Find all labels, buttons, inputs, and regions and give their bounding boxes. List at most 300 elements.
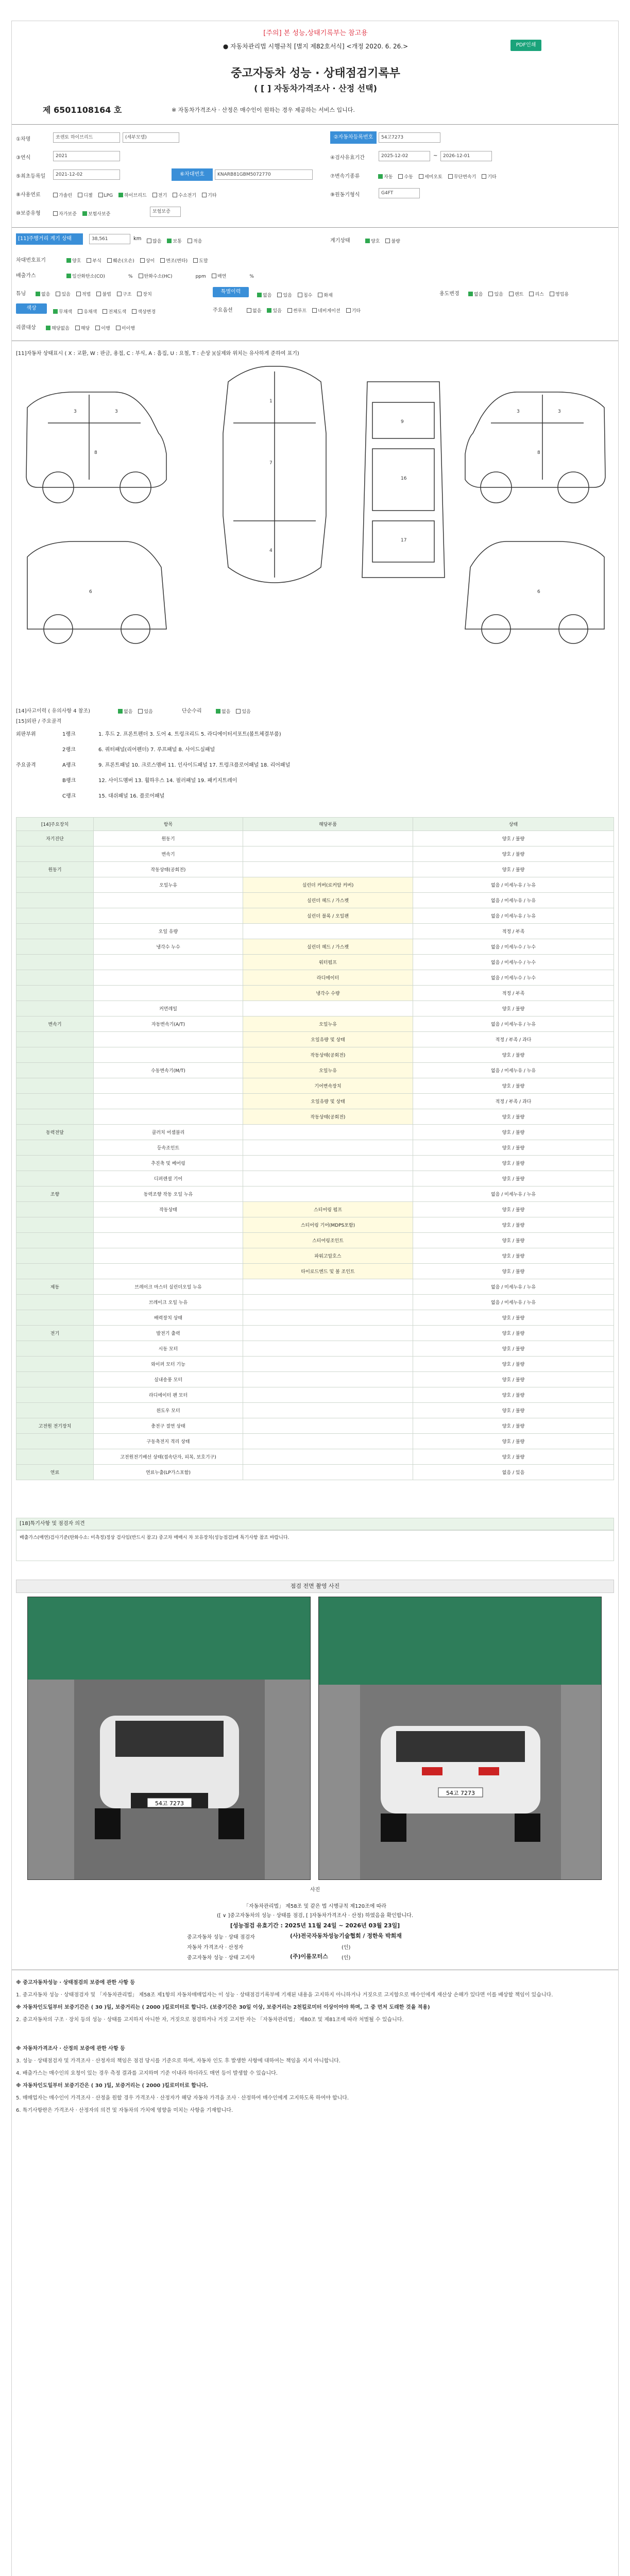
row-status[interactable]: 없음 / 미세누유 / 누유 [413,1187,614,1202]
row-status[interactable]: 양호 / 불량 [413,1326,614,1341]
row-part [243,1372,413,1387]
col-header-status: 상태 [413,818,614,831]
reg-no-label: ②자동차등록번호 [330,131,377,144]
row-category [16,1387,94,1403]
table-row [16,1140,614,1156]
row-category [16,1171,94,1187]
first-reg-label: ⑤최초등록일 [16,174,46,179]
row-part [243,1341,413,1357]
row-part: 오일누유 [243,1016,413,1032]
page-title: 중고자동차 성능 · 상태점검기록부 [231,67,400,80]
options-options: 없음 있음 썬루프 네비게이션 기타 [244,304,361,314]
pdf-print-button[interactable]: PDF인쇄 [510,40,541,51]
row-status[interactable]: 적정 / 부족 [413,986,614,1001]
table-row [16,924,614,939]
appraiser-sign: (인) [342,1945,351,1951]
row-status[interactable]: 양호 / 불량 [413,1248,614,1264]
row-part [243,1279,413,1295]
row-status[interactable]: 양호 / 불량 [413,862,614,877]
row-category [16,908,94,924]
row-status[interactable]: 없음 / 미세누유 / 누유 [413,1063,614,1078]
table-row [16,1233,614,1248]
table-row [16,1001,614,1016]
gear-label: ⑦변속기종류 [330,174,360,179]
row-category [16,970,94,986]
row-category [16,1109,94,1125]
mileage-options: 많음 보통 적음 [144,235,202,245]
row-status[interactable]: 양호 / 불량 [413,1434,614,1449]
inspection-sheet: [주의] 본 성능,상태기록부는 참고용 ● 자동차관리법 시행규칙 [별지 제82호서식] <개정 2020. 6. 26.> PDF인쇄 중고자동차 성능 · 상태점검기록부 ( [ ] 자동차가격조사 · 산정 선택) 제 6501108164 호 ※ 자동차가격조사 · 산정은 매수인이 원하는 경우 제공하는 서비스 입니다. ①차명 쏘렌토 하이브리드 (세부모델) ②자동차등록번호 54고7273 ③연식 2021 ④검사유효기간 2025-12-02 ~ 2026-12-01 ⑤최초등록일 2021-12-02 ⑥차대번호 KNARB81GBM5072770 ⑦변속기종류 자동 수동 세미오토 무단변속기 기타 ⑧사용연료 가솔린 디젤 LPG 하이브리드 전기 수소전기 기타 ⑨원동기형식 G4FT ⑩보증유형 자가보증 보험사보증 보험보증 [11]주행거리 계기 상태 38,561 km 많음 보통 적음 계기상태 양호 불량 차대번호표기 양호 부식 훼손(오손) 상이 변조(변타) 도말 배출가스 일산화탄소(CO) % 탄화수소(HC) ppm 매연 % 튜닝 없음 있음 적법 불법 구조 장치 특별이력 없음 있음 침수 화재 용도변경 없음 있음 렌트 리스 영업용 색상 무채색 유채색 전체도색 색상변경 주요옵션 없음 있음 썬루프 네비게이션 기타 리콜대상 해당없음 해당 이행 미이행 [11]자동차 상태표시 ( X : 교환, W : 판금, 용접, C : 부식, A : 흠집, U : 요철, T : 손상 )(실제와 위치는 유사하게 준하여 표기) 3 3 8 1 7 4 9 16 17 3 3 8 6 6 [14]사고이력 ( 유의사항 4 참조) 없음 있음 단순수리 없음 있음 [15]외판 / 주요골격 외판부위 1랭크 1. 후드 2. 프론트펜더 3. 도어 4. 트렁크리드 5. 라디에이터서포트(볼트체결부품) 2랭크 6. 쿼터패널(리어펜더) 7. 루프패널 8. 사이드실패널 주요골격 A랭크 9. 프론트패널 10. 크로스멤버 11. 인사이드패널 17. 트렁크플로어패널 18. 리어패널 B랭크 12. 사이드멤버 13. 휠하우스 14. 필러패널 19. 패키지트레이 C랭크 15. 대쉬패널 16. 플로어패널 [14]주요장치 항목 해당부품 상태 자기진단 원동기 양호 / 불량 변속기 양호 / 불량 원동기 작동상태(공회전) 양호 / 불량 오일누유 실린더 커버(로커암 커버) 없음 / 미세누유 / 누유 실린더 헤드 / 가스켓 없음 / 미세누유 / 누유 실린더 블록 / 오일팬 없음 / 미세누유 / 누유 오일 유량 적정 / 부족 냉각수 누수 실린더 헤드 / 가스켓 없음 / 미세누수 / 누수 워터펌프 없음 / 미세누수 / 누수 라디에이터 없음 / 미세누수 / 누수 냉각수 수량 적정 / 부족 커먼레일 양호 / 불량 변속기 자동변속기(A/T) 오일누유 없음 / 미세누유 / 누유 오일유량 및 상태 적정 / 부족 / 과다 작동상태(공회전) 양호 / 불량 수동변속기(M/T) 오일누유 없음 / 미세누유 / 누유 기어변속장치 양호 / 불량 오일유량 및 상태 적정 / 부족 / 과다 작동상태(공회전) 양호 / 불량 동력전달 클러치 어셈블리 양호 / 불량 등속조인트 양호 / 불량 추진축 및 베어링 양호 / 불량 디퍼렌셜 기어 양호 / 불량 조향 동력조향 작동 오일 누유 없음 / 미세누유 / 누유 작동상태 스티어링 펌프 양호 / 불량 스티어링 기어(MDPS포함) 양호 / 불량 스티어링조인트 양호 / 불량 파워고압호스 양호 / 불량 타이로드엔드 및 볼 조인트 양호 / 불량 제동 브레이크 마스터 실린더오일 누유 없음 / 미세누유 / 누유 브레이크 오일 누유 없음 / 미세누유 / 누유 배력장치 상태 양호 / 불량 전기 발전기 출력 양호 / 불량 시동 모터 양호 / 불량 와이퍼 모터 기능 양호 / 불량 실내송풍 모터 양호 / 불량 라디에이터 팬 모터 양호 / 불량 윈도우 모터 양호 / 불량 고전원 전기장치 충전구 절연 상태 양호 / 불량 구동축전지 격리 상태 양호 / 불량 고전원전기배선 상태(접속단자, 피복, 보호기구) 양호 / 불량 연료 연료누출(LP가스포함) 없음 / 있음 [18]특기사항 및 점검자 의견 배출가스(매연)검사기준(탄화수소: 미측정)정상 검사임(반드시 참고) 중고차 매매시 차 보유장치(성능점검)에 특기사항 참조 바랍니다. 점검 전면 촬영 사진 54고 7273 54고 7273 사진 「자동차관리법」 제58조 및 같은 법 시행규칙 제120조에 따라 ([ ∨ ]중고자동차의 성능 · 상태를 점검, [ ]자동차가격조사 · 산정) 하였음을 확인합니다. [성능점검 유효기간 : 2025년 11월 24일 ~ 2026년 03월 23일] 중고자동차 성능 · 상태 점검자 (사)전국자동차성능기술협회 / 정한욱 박희재 자동차 가격조사 · 산정자 (인) 중고자동차 성능 · 상태 고지자 (주)이룸모터스 (인) ※ 중고자동차성능 · 상태점검의 보증에 관한 사항 등 1. 중고자동차 성능 · 상태점검자 및 「자동차관리법」 제58조 제1항의 자동차매매업자는 이 성능 · 상태점검기록부에 기재된 내용을 고지하지 아니하거나 거짓으로 고지함으로 매수인에게 재산상 손해가 있다면 이를 배상할 책임이 있습니다. ※ 자동차인도일부터 보증기간은 ( 30 )일, 보증거리는 ( 2000 )킬로미터로 합니다. (보증기간은 30일 이상, 보증거리는 2천킬로미터 이상이어야 하며, 그 중 먼저 도래한 것을 적용) 2. 중고자동차의 구조 · 장치 등의 성능 · 상태를 고지하지 아니한 자, 거짓으로 점검하거나 거짓 고지한 자는 「자동차관리법」 제80조 및 제81조에 따라 처벌될 수 있습니다. ※ 자동차가격조사 · 산정의 보증에 관한 사항 등 3. 성능 · 상태점검자 및 가격조사 · 산정자의 책임은 점검 당시를 기준으로 하며, 자동차 인도 후 발생한 사항에 대하여는 책임을 지지 아니합니다. 4. 배출가스는 매수인의 요청이 있는 경우 측정 결과를 고지하며 기준 이내라 하더라도 매연 등이 발생할 수 있습니다. ※ 자동차인도일부터 보증기간은 ( 30 )일, 보증거리는 ( 2000 )킬로미터로 합니다. 5. 매매업자는 매수인이 가격조사 · 산정을 원할 경우 가격조사 · 산정자가 해당 자동차 가격을 조사 · 산정하여 매수인에게 고지하도록 하여야 합니다. 6. 특기사항란은 가격조사 · 산정자의 의견 및 자동차의 가치에 영향을 미치는 사항을 기재합니다. [11,21,619,2576]
row-category: 자기진단 [16,831,94,846]
svg-text:16: 16 [401,476,407,481]
row-item: 실내송풍 모터 [94,1372,243,1387]
row-status[interactable]: 양호 / 불량 [413,1310,614,1326]
row-item: 원동기 [94,831,243,846]
row-item [94,908,243,924]
row-status[interactable]: 없음 / 미세누수 / 누수 [413,939,614,955]
table-row [16,1032,614,1047]
meter-label: 계기상태 [330,238,350,244]
note-8: 5. 매매업자는 매수인이 가격조사 · 산정을 원할 경우 가격조사 · 산정자가 해당 자동차 가격을 조사 · 산정하여 매수인에게 고지하도록 하여야 합니다. [16,2095,349,2101]
table-row [16,1248,614,1264]
diagram-title: [11]자동차 상태표시 ( X : 교환, W : 판금, 용접, C : 부식, A : 흠집, U : 요철, T : 손상 )(실제와 위치는 유사하게 준하여 표기) [16,351,299,357]
svg-text:4: 4 [269,548,273,553]
document-note: ※ 자동차가격조사 · 산정은 매수인이 원하는 경우 제공하는 서비스 입니다. [172,107,355,113]
simple-repair-label: 단순수리 [182,708,202,714]
row-part [243,1156,413,1171]
note-7: ※ 자동차인도일부터 보증기간은 ( 30 )일, 보증거리는 ( 2000 )킬로미터로 합니다. [16,2083,208,2089]
notes-section [16,1979,614,2115]
row-part: 실린더 헤드 / 가스켓 [243,939,413,955]
table-row [16,1372,614,1387]
row-category: 고전원 전기장치 [16,1418,94,1434]
row-category [16,893,94,908]
table-row [16,1125,614,1140]
cert-line1: 「자동차관리법」 제58조 및 같은 법 시행규칙 제120조에 따라 [244,1904,386,1909]
row-item [94,1078,243,1094]
table-row [16,1109,614,1125]
vin-label: ⑥차대번호 [172,168,213,181]
row-item: 디퍼렌셜 기어 [94,1171,243,1187]
plate-text-rear: 54고 7273 [446,1790,475,1797]
row-item: 오일누유 [94,877,243,893]
top-note: [주의] 본 성능,상태기록부는 참고용 [263,29,368,37]
fuel-options: 가솔린 디젤 LPG 하이브리드 전기 수소전기 기타 [50,189,217,199]
fuel-label: ⑧사용연료 [16,192,41,198]
misc-exhaust-label: 배출가스 [16,273,36,279]
row-status[interactable]: 양호 / 불량 [413,1109,614,1125]
svg-text:3: 3 [558,409,561,414]
warranty-label: ⑩보증유형 [16,211,41,216]
exterior-label: [15]외판 / 주요골격 [16,719,62,724]
row-item: 윈도우 모터 [94,1403,243,1418]
table-row [16,862,614,877]
row-category [16,1156,94,1171]
row-status[interactable]: 양호 / 불량 [413,1202,614,1217]
row-category [16,1295,94,1310]
row-item: 자동변속기(A/T) [94,1016,243,1032]
row-part [243,1465,413,1480]
row-status[interactable]: 양호 / 불량 [413,1001,614,1016]
row-category [16,1434,94,1449]
table-row [16,1295,614,1310]
row-status[interactable]: 적정 / 부족 / 과다 [413,1032,614,1047]
row-category [16,1372,94,1387]
row-category [16,1449,94,1465]
row-part [243,1403,413,1418]
row-item: 배력장치 상태 [94,1310,243,1326]
row-status[interactable]: 양호 / 불량 [413,1125,614,1140]
misc-vin-options: 양호 부식 훼손(오손) 상이 변조(변타) 도말 [63,255,208,264]
row-part: 스티어링 기어(MDPS포함) [243,1217,413,1233]
row-part [243,1387,413,1403]
car-name-field[interactable]: 쏘렌토 하이브리드 [53,132,120,143]
row-status[interactable]: 양호 / 불량 [413,831,614,846]
mileage-unit: km [133,236,142,242]
row-item: 냉각수 누수 [94,939,243,955]
first-reg-field[interactable]: 2021-12-02 [53,170,120,180]
row-part: 오일유량 및 상태 [243,1032,413,1047]
row-item: 수동변속기(M/T) [94,1063,243,1078]
recall-options: 해당없음 해당 이행 미이행 [43,322,135,332]
table-row [16,893,614,908]
table-row [16,1187,614,1202]
row-item: 라디에이터 팬 모터 [94,1387,243,1403]
row-item [94,1094,243,1109]
period-from-field[interactable]: 2025-12-02 [379,151,430,161]
row-status[interactable]: 없음 / 미세누유 / 누유 [413,893,614,908]
row-item [94,1109,243,1125]
row-category [16,1264,94,1279]
cert-period: [성능점검 유효기간 : 2025년 11월 24일 ~ 2026년 03월 23일] [230,1922,400,1929]
svg-text:3: 3 [74,409,77,414]
row-status[interactable]: 없음 / 미세누수 / 누수 [413,970,614,986]
motor-label: ⑨원동기형식 [330,192,360,198]
row-item: 연료누출(LP가스포함) [94,1465,243,1480]
note-6: 4. 배출가스는 매수인의 요청이 있는 경우 측정 결과를 고지하며 기준 이내라 하더라도 매연 등이 발생할 수 있습니다. [16,2071,278,2076]
simple-repair-options: 없음 있음 [213,705,251,715]
note-2: ※ 자동차인도일부터 보증기간은 ( 30 )일, 보증거리는 ( 2000 )킬로미터로 합니다. (보증기간은 30일 이상, 보증거리는 2천킬로미터 이상이어야 하며, 그 중 먼저 도래한 것을 적용) [16,2005,430,2010]
row-category: 전기 [16,1326,94,1341]
table-row [16,846,614,862]
table-row [16,1434,614,1449]
row-category [16,1063,94,1078]
note-3: 2. 중고자동차의 구조 · 장치 등의 성능 · 상태를 고지하지 아니한 자, 거짓으로 점검하거나 거짓 고지한 자는 「자동차관리법」 제80조 및 제81조에 따라 처벌될 수 있습니다. [16,2017,404,2023]
row-status[interactable]: 양호 / 불량 [413,1341,614,1357]
row-category: 동력전달 [16,1125,94,1140]
row-status[interactable]: 양호 / 불량 [413,1449,614,1465]
row-part: 스티어링 펌프 [243,1202,413,1217]
row-part [243,1434,413,1449]
row-part: 기어변속장치 [243,1078,413,1094]
row-status[interactable]: 양호 / 불량 [413,1403,614,1418]
usage-change-options: 없음 있음 렌트 리스 영업용 [465,288,569,298]
row-item [94,1248,243,1264]
accident-options: 없음 있음 [115,705,153,715]
row-status[interactable]: 없음 / 미세누유 / 누유 [413,1295,614,1310]
row-category [16,1202,94,1217]
table-row [16,1310,614,1326]
table-row [16,1357,614,1372]
row-category: 변속기 [16,1016,94,1032]
row-part: 작동상태(공회전) [243,1047,413,1063]
row-item: 커먼레일 [94,1001,243,1016]
row-category [16,877,94,893]
table-row [16,1217,614,1233]
row-item: 브레이크 오일 누유 [94,1295,243,1310]
row-status[interactable]: 양호 / 불량 [413,1171,614,1187]
row-category [16,986,94,1001]
row-part [243,831,413,846]
car-name-label: ①차명 [16,137,31,142]
row-part: 스티어링조인트 [243,1233,413,1248]
reg-no-field[interactable]: 54고7273 [379,132,440,143]
row-status[interactable]: 적정 / 부족 / 과다 [413,1094,614,1109]
row-status[interactable]: 양호 / 불량 [413,1233,614,1248]
table-row [16,831,614,846]
row-part [243,846,413,862]
row-category [16,1140,94,1156]
svg-text:3: 3 [115,409,118,414]
row-status[interactable]: 없음 / 있음 [413,1465,614,1480]
usage-change-label: 용도변경 [439,291,459,297]
row-part [243,1187,413,1202]
car-diagram [12,361,619,696]
row-status[interactable]: 양호 / 불량 [413,1357,614,1372]
row-part: 파워고압호스 [243,1248,413,1264]
row-item: 작동상태(공회전) [94,862,243,877]
mileage-label: [11]주행거리 계기 상태 [16,233,83,245]
table-row [16,1418,614,1434]
table-row [16,1465,614,1480]
special-history-options: 없음 있음 침수 화재 [254,289,333,299]
year-field[interactable]: 2021 [53,151,120,161]
car-model-field[interactable]: (세부모델) [123,132,179,143]
table-row [16,1326,614,1341]
table-row [16,1449,614,1465]
table-row [16,1279,614,1295]
svg-text:1: 1 [269,399,273,404]
dealer-value: (주)이룸모터스 [290,1953,328,1960]
row-item: 동력조향 작동 오일 누유 [94,1187,243,1202]
row-part: 오일누유 [243,1063,413,1078]
row-item [94,1032,243,1047]
table-row [16,908,614,924]
misc-tuning-options: 없음 있음 적법 불법 구조 장치 [32,288,152,298]
table-row [16,1202,614,1217]
row-item [94,955,243,970]
mileage-field[interactable]: 38,561 [89,234,130,244]
row-category [16,1357,94,1372]
row-category [16,1001,94,1016]
inspection-table-body [16,831,614,1480]
row-category [16,1233,94,1248]
misc-vin-label: 차대번호표기 [16,258,46,263]
col-header-item: 항목 [94,818,243,831]
note-0: ※ 중고자동차성능 · 상태점검의 보증에 관한 사항 등 [16,1980,135,1986]
table-row [16,1016,614,1032]
row-category [16,955,94,970]
row-item: 발전기 출력 [94,1326,243,1341]
row-category: 조향 [16,1187,94,1202]
row-status[interactable]: 양호 / 불량 [413,1047,614,1063]
row-item [94,1217,243,1233]
opinion-label: [18]특기사항 및 점검자 의견 [16,1518,614,1530]
table-row [16,1078,614,1094]
document-number: 제 6501108164 호 [43,105,122,115]
recall-label: 리콜대상 [16,325,36,331]
row-part: 냉각수 수량 [243,986,413,1001]
row-status[interactable]: 없음 / 미세누수 / 누수 [413,955,614,970]
table-row [16,1063,614,1078]
svg-text:7: 7 [269,461,273,466]
table-row [16,939,614,955]
misc-exhaust-options: 일산화탄소(CO) % 탄화수소(HC) ppm 매연 % [63,270,254,280]
row-category [16,939,94,955]
note-4: ※ 자동차가격조사 · 산정의 보증에 관한 사항 등 [16,2046,125,2052]
table-row [16,955,614,970]
col-header-device: [14]주요장치 [16,818,94,831]
color-label: 색상 [16,303,47,314]
row-part [243,1171,413,1187]
row-status[interactable]: 양호 / 불량 [413,1387,614,1403]
row-status[interactable]: 없음 / 미세누유 / 누유 [413,908,614,924]
row-status[interactable]: 없음 / 미세누유 / 누유 [413,1279,614,1295]
row-item: 클러치 어셈블리 [94,1125,243,1140]
inspector-label: 중고자동차 성능 · 상태 점검자 [187,1935,255,1940]
row-part [243,1326,413,1341]
row-status[interactable]: 양호 / 불량 [413,1078,614,1094]
row-category: 연료 [16,1465,94,1480]
special-history-label: 특별이력 [213,287,249,297]
warranty-extra-field[interactable]: 보험보증 [150,207,181,217]
table-row [16,1341,614,1357]
row-item: 충전구 절연 상태 [94,1418,243,1434]
row-part: 실린더 블록 / 오일팬 [243,908,413,924]
row-category: 원동기 [16,862,94,877]
row-part: 실린더 커버(로커암 커버) [243,877,413,893]
row-status[interactable]: 양호 / 불량 [413,1372,614,1387]
opinion-text: 배출가스(매연)검사기준(탄화수소: 미측정)정상 검사임(반드시 참고) 중고차 매매시 차 보유장치(성능점검)에 특기사항 참조 바랍니다. [16,1530,614,1561]
table-row [16,1047,614,1063]
row-status[interactable]: 없음 / 미세누유 / 누유 [413,877,614,893]
row-item: 등속조인트 [94,1140,243,1156]
row-item [94,1047,243,1063]
vin-field[interactable]: KNARB81GBM5072770 [215,170,313,180]
col-header-part: 해당부품 [243,818,413,831]
inspection-table [16,817,614,1480]
row-part: 오일유량 및 상태 [243,1094,413,1109]
row-status[interactable]: 양호 / 불량 [413,1217,614,1233]
row-category [16,1217,94,1233]
row-item [94,1264,243,1279]
row-status[interactable]: 양호 / 불량 [413,1264,614,1279]
row-item: 추진축 및 베어링 [94,1156,243,1171]
table-row [16,1387,614,1403]
period-label: ④검사유효기간 [330,155,365,161]
misc-tuning-label: 튜닝 [16,291,26,297]
row-item: 작동상태 [94,1202,243,1217]
row-category [16,1078,94,1094]
row-part [243,1449,413,1465]
options-label: 주요옵션 [213,308,233,313]
period-to-field[interactable]: 2026-12-01 [440,151,492,161]
row-part: 워터펌프 [243,955,413,970]
row-status[interactable]: 양호 / 불량 [413,1156,614,1171]
form-header-line: ● 자동차관리법 시행규칙 [별지 제82호서식] <개정 2020. 6. 26.> [223,43,408,50]
table-row [16,1264,614,1279]
table-row [16,970,614,986]
svg-text:6: 6 [89,589,92,595]
row-part [243,1418,413,1434]
front-photo [27,1597,311,1880]
page-subtitle: ( [ ] 자동차가격조사 · 산정 선택) [254,83,377,93]
table-row [16,1156,614,1171]
svg-text:9: 9 [401,419,404,425]
motor-field[interactable]: G4FT [379,188,420,198]
warranty-options: 자가보증 보험사보증 [50,208,110,217]
note-9: 6. 특기사항란은 가격조사 · 산정자의 의견 및 자동차의 가치에 영향을 미치는 사항을 기재합니다. [16,2108,233,2113]
row-item [94,970,243,986]
row-status[interactable]: 양호 / 불량 [413,1418,614,1434]
note-5: 3. 성능 · 상태점검자 및 가격조사 · 산정자의 책임은 점검 당시를 기준으로 하며, 자동차 인도 후 발생한 사항에 대하여는 책임을 지지 아니합니다. [16,2058,340,2064]
row-part [243,1001,413,1016]
row-status[interactable]: 양호 / 불량 [413,846,614,862]
meter-options: 양호 불량 [362,235,400,245]
note-1: 1. 중고자동차 성능 · 상태점검자 및 「자동차관리법」 제58조 제1항의 자동차매매업자는 이 성능 · 상태점검기록부에 기재된 내용을 고지하지 아니하거나 거짓으로 고지함으로 매수인에게 재산상 손해가 있다면 이를 배상할 책임이 있습니다. [16,1992,553,1998]
row-item: 오일 유량 [94,924,243,939]
row-category [16,1032,94,1047]
table-row [16,877,614,893]
accident-label: [14]사고이력 ( 유의사항 4 참조) [16,708,91,714]
row-part [243,1295,413,1310]
inspector-value: (사)전국자동차성능기술협회 / 정한욱 박희재 [290,1933,402,1939]
row-part [243,1140,413,1156]
row-category [16,1403,94,1418]
row-status[interactable]: 적정 / 부족 [413,924,614,939]
svg-text:8: 8 [537,450,540,455]
row-item [94,986,243,1001]
row-category [16,1047,94,1063]
row-category [16,1248,94,1264]
row-item: 구동축전지 격리 상태 [94,1434,243,1449]
row-item: 브레이크 마스터 실린더오일 누유 [94,1279,243,1295]
row-category [16,1310,94,1326]
row-part [243,924,413,939]
row-item: 시동 모터 [94,1341,243,1357]
row-part [243,1310,413,1326]
row-status[interactable]: 양호 / 불량 [413,1140,614,1156]
row-item: 와이퍼 모터 기능 [94,1357,243,1372]
table-row [16,1094,614,1109]
row-part: 라디에이터 [243,970,413,986]
row-part: 작동상태(공회전) [243,1109,413,1125]
photo-title: 점검 전면 촬영 사진 [16,1580,614,1593]
row-item [94,1233,243,1248]
row-item: 변속기 [94,846,243,862]
color-options: 무채색 유채색 전체도색 색상변경 [50,306,156,315]
row-category: 제동 [16,1279,94,1295]
row-part: 실린더 헤드 / 가스켓 [243,893,413,908]
svg-text:3: 3 [517,409,520,414]
row-item [94,893,243,908]
row-category [16,1094,94,1109]
row-part: 타이로드엔드 및 볼 조인트 [243,1264,413,1279]
dealer-label: 중고자동차 성능 · 상태 고지자 [187,1955,255,1961]
row-status[interactable]: 없음 / 미세누유 / 누유 [413,1016,614,1032]
row-category [16,924,94,939]
appraiser-label: 자동차 가격조사 · 산정자 [187,1945,244,1951]
